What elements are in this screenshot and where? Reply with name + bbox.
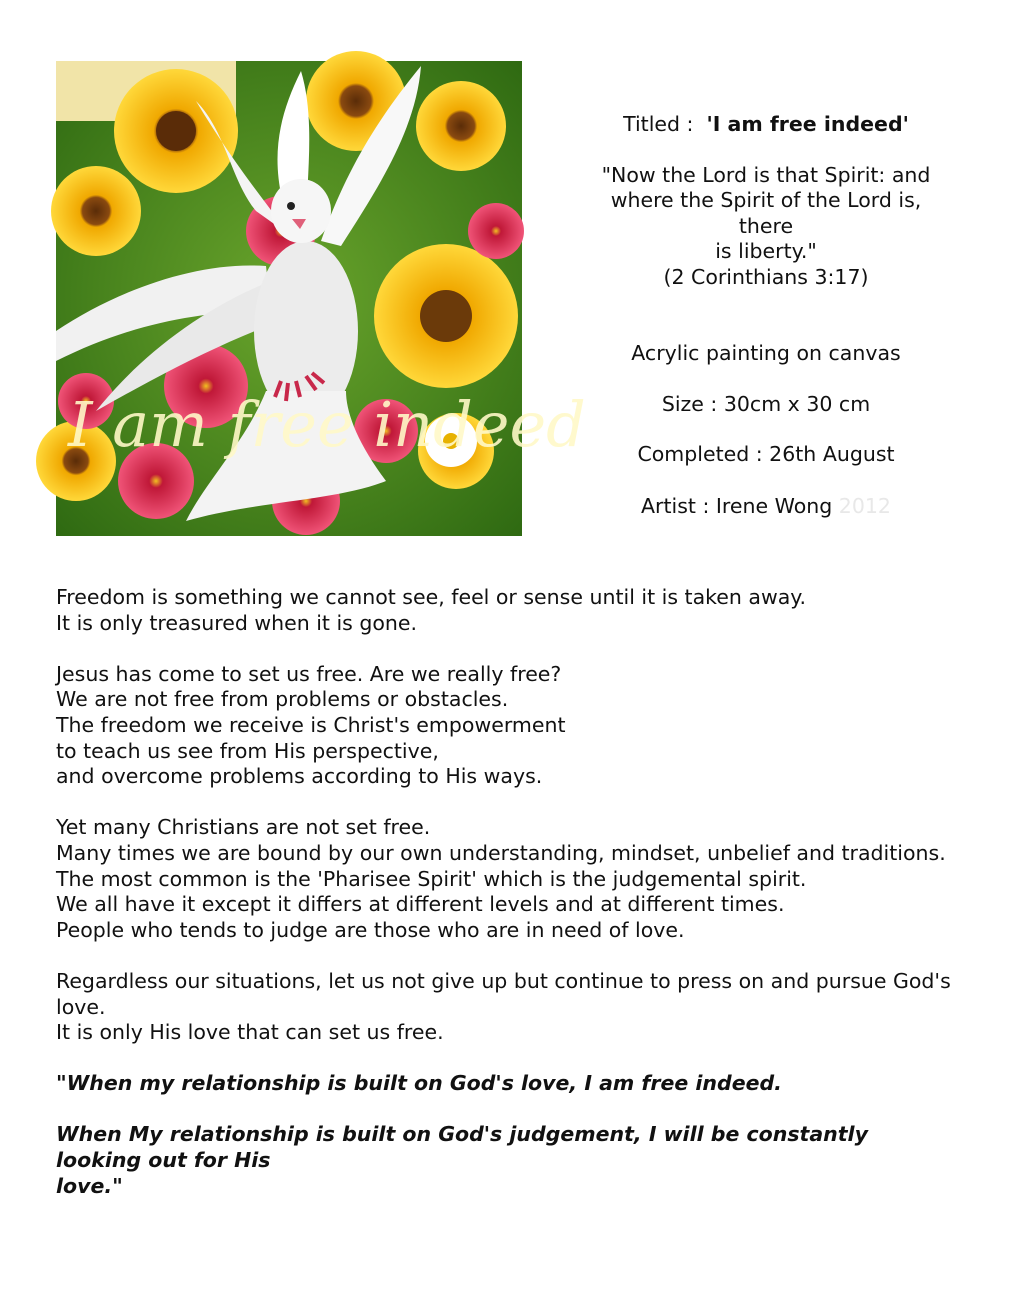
text-line: Jesus has come to set us free. Are we really free? [56, 661, 562, 686]
text-line: Regardless our situations, let us not give up but continue to press on and pursue God's [56, 968, 951, 993]
text-line: When My relationship is built on God's judgement, I will be constantly looking out for His [56, 1122, 868, 1173]
closing-quote-2 [56, 1122, 956, 1199]
titled-label: Titled : [623, 112, 694, 136]
text-line: We all have it except it differs at different levels and at different times. [56, 892, 785, 917]
artwork-size: Size : 30cm x 30 cm [661, 391, 871, 416]
text-line: to teach us see from His perspective, [56, 738, 439, 763]
text-line: Yet many Christians are not set free. [56, 815, 431, 840]
text-line: The freedom we receive is Christ's empowerment [56, 712, 566, 737]
verse-line: "Now the Lord is that Spirit: and [601, 162, 931, 187]
painting-overlay-text: I am free indeed [68, 388, 586, 461]
text-line: Many times we are bound by our own understanding, mindset, unbelief and traditions. [56, 840, 946, 865]
bible-verse [582, 163, 950, 291]
text-line: We are not free from problems or obstacles. [56, 687, 509, 712]
text-line: love." [56, 1173, 123, 1198]
verse-line: where the Spirit of the Lord is, there [610, 188, 922, 238]
artwork-info [582, 112, 950, 519]
paragraph [56, 969, 956, 1046]
verse-reference: (2 Corinthians 3:17) [663, 264, 869, 289]
text-line: It is only treasured when it is gone. [56, 610, 418, 635]
text-line: People who tends to judge are those who are in need of love. [56, 917, 685, 942]
paragraph [56, 815, 956, 943]
artist-name: Artist : Irene Wong [641, 493, 833, 518]
dove-painting-icon [56, 61, 586, 536]
text-line: and overcome problems according to His ways. [56, 764, 543, 789]
paragraph [56, 662, 956, 790]
text-line: It is only His love that can set us free. [56, 1020, 444, 1045]
artwork-artist [582, 494, 950, 520]
artwork-title [582, 112, 950, 138]
closing-quote-1: "When my relationship is built on God's love, I am free indeed. [56, 1071, 782, 1096]
titled-value: 'I am free indeed' [706, 112, 909, 136]
text-line: The most common is the 'Pharisee Spirit' which is the judgemental spirit. [56, 866, 807, 891]
text-line: love. [56, 994, 106, 1019]
artwork-year: 2012 [838, 493, 891, 518]
artwork-completed: Completed : 26th August [637, 442, 895, 466]
verse-line: is liberty." [715, 239, 817, 263]
painting-image [56, 61, 586, 536]
artwork-medium: Acrylic painting on canvas [631, 341, 901, 365]
article-body [56, 585, 956, 1199]
text-line: Freedom is something we cannot see, feel or sense until it is taken away. [56, 585, 807, 609]
paragraph [56, 585, 956, 636]
